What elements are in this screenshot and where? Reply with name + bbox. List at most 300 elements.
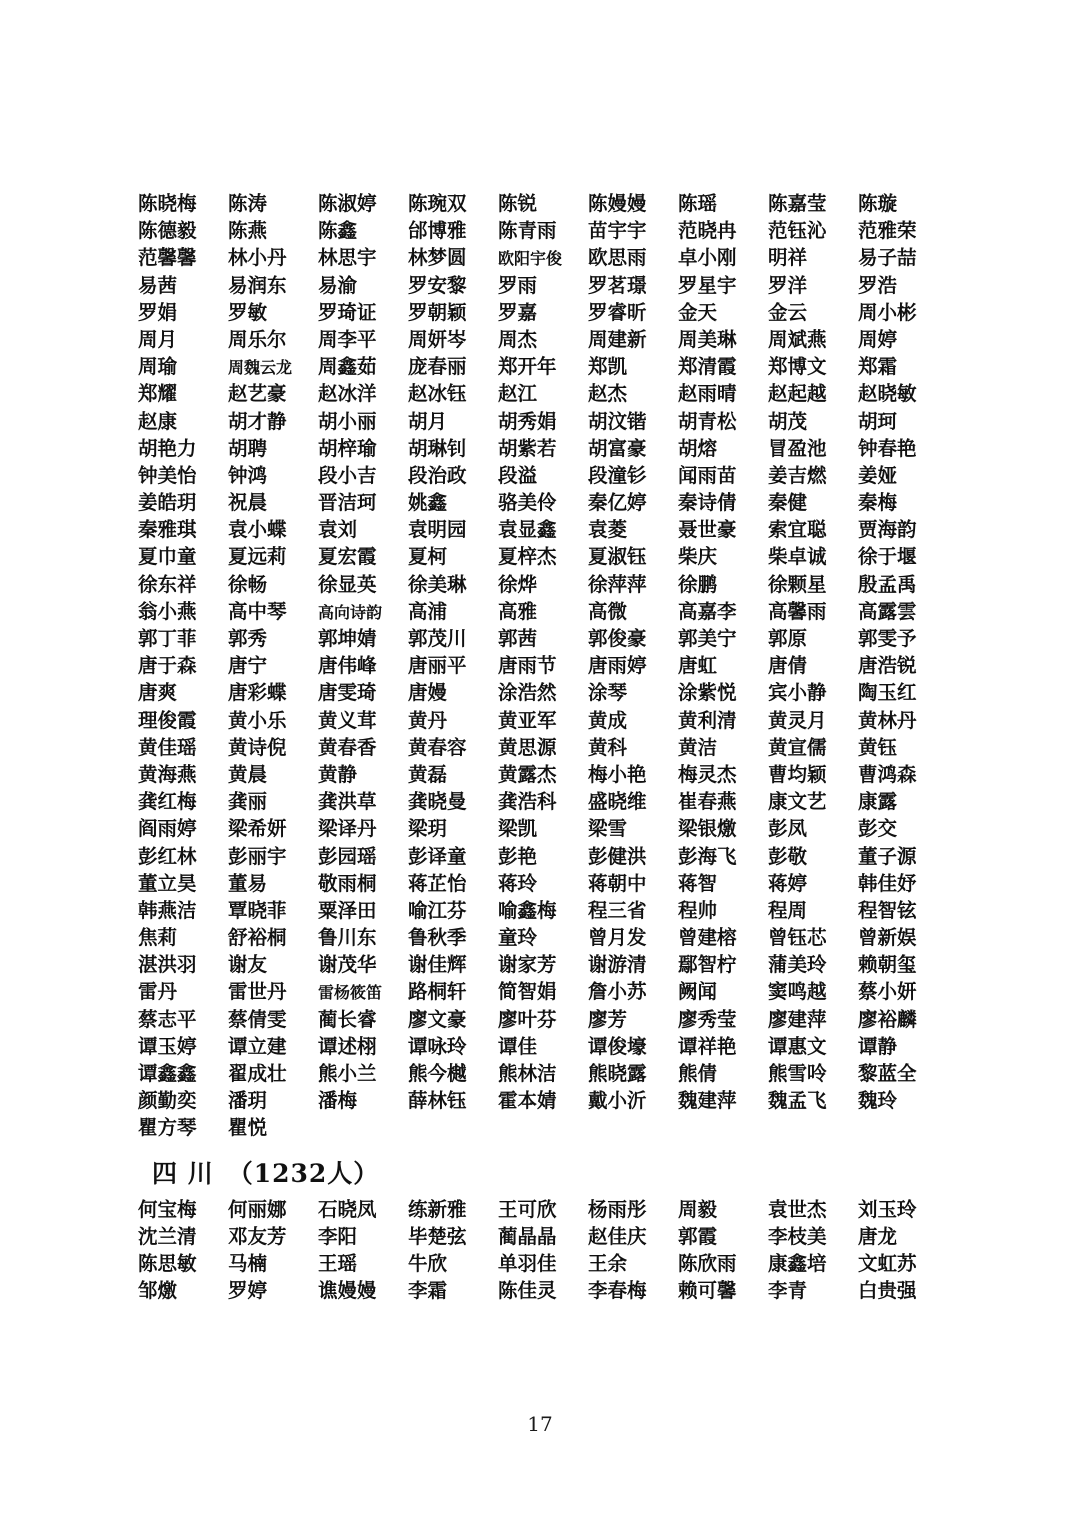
name-entry: 郭茂川 [408,627,467,650]
name-entry: 颜勤奕 [138,1089,197,1113]
name-entry: 唐爽 [138,681,178,705]
name-entry: 曾建榕 [678,926,737,950]
name-entry: 郑耀 [138,382,178,406]
name-entry: 贾海韵 [858,518,917,542]
name-entry: 唐雨节 [498,654,557,678]
name-entry: 唐伟峰 [318,654,377,678]
name-entry: 蔡小妍 [858,980,917,1004]
name-entry: 罗琦证 [318,300,377,324]
name-entry: 陈晓梅 [138,192,197,215]
name-grid-block-1 [138,190,948,1142]
name-entry: 喻江芬 [408,898,467,922]
name-entry: 赵杰 [588,382,628,406]
name-entry: 彭艳 [498,844,538,868]
name-entry: 王可欣 [498,1197,557,1221]
name-entry: 鲁川东 [318,926,377,950]
name-entry: 瞿悦 [228,1116,268,1140]
name-entry: 聂世豪 [678,518,737,542]
name-entry: 盛晓维 [588,790,647,814]
name-entry: 程周 [768,898,808,922]
name-entry: 黄思源 [498,735,557,759]
name-entry: 涂琴 [588,681,628,705]
name-entry: 陈鑫 [318,219,358,243]
name-entry: 徐鹏 [678,572,718,596]
name-entry: 林小丹 [228,246,287,270]
name-entry: 胡富豪 [588,436,647,460]
name-entry: 秦健 [768,491,808,515]
name-entry: 索宜聪 [768,518,827,542]
name-entry: 晋洁珂 [318,491,377,515]
name-entry: 罗星宇 [678,273,737,297]
name-entry: 练新雅 [408,1197,467,1221]
name-entry: 秦诗倩 [678,491,737,515]
name-entry: 徐畅 [228,572,268,596]
name-entry: 骆美伶 [498,491,557,515]
name-entry: 粟泽田 [318,898,377,922]
name-entry: 徐显英 [318,572,377,596]
name-entry: 程三省 [588,898,647,922]
name-entry: 胡珂 [858,409,898,433]
name-entry: 胡艳力 [138,436,197,460]
name-entry: 范晓冉 [678,219,737,243]
name-entry: 彭园瑶 [318,844,377,868]
name-entry: 王瑶 [318,1251,358,1275]
name-entry: 黎蓝全 [858,1062,917,1085]
name-entry: 熊林洁 [498,1062,557,1085]
name-entry: 唐雯琦 [318,681,377,705]
name-entry: 窦鸣越 [768,980,827,1004]
name-entry [678,1114,768,1141]
name-entry: 彭海飞 [678,844,737,868]
name-entry: 陈嫚嫚 [588,192,647,215]
name-entry: 胡月 [408,409,448,433]
name-entry: 陈璇 [858,192,898,215]
name-entry: 苗宇宇 [588,219,647,243]
name-entry: 郭霞 [678,1224,718,1248]
name-entry: 黄科 [588,735,628,759]
name-entry: 郭雯予 [858,627,917,650]
name-entry: 蒋朝中 [588,871,647,895]
name-entry: 夏巾童 [138,545,197,569]
name-entry: 陈欣雨 [678,1251,737,1275]
name-entry: 袁明园 [408,518,467,542]
name-entry: 周斌燕 [768,327,827,351]
name-entry: 欧思雨 [588,246,647,270]
name-entry: 罗婷 [228,1279,268,1303]
name-entry: 郑开年 [498,355,557,379]
name-entry: 谯嫚嫚 [318,1279,377,1303]
name-entry: 胡聘 [228,436,268,460]
name-entry: 周鑫茹 [318,355,377,379]
name-entry: 易渝 [318,273,358,297]
name-entry: 周瑜 [138,355,178,379]
name-entry: 谭鑫鑫 [138,1062,197,1085]
name-entry: 梁玥 [408,817,448,841]
name-entry: 谢友 [228,953,268,977]
name-entry: 曾月发 [588,926,647,950]
name-entry: 罗朝颖 [408,300,467,324]
name-entry [318,1114,408,1141]
name-entry: 姜吉燃 [768,463,827,487]
name-entry: 谢茂华 [318,953,377,977]
page-content [138,190,948,1304]
name-entry: 黄利清 [678,708,737,732]
province-name: 四 川 [152,1158,214,1188]
name-entry: 黄洁 [678,735,718,759]
name-entry: 金天 [678,300,718,324]
name-entry: 熊雪呤 [768,1062,827,1085]
name-entry: 罗娟 [138,300,178,324]
name-entry: 周建新 [588,327,647,351]
name-entry: 赵佳庆 [588,1224,647,1248]
name-entry: 蒋玲 [498,871,538,895]
name-entry: 彭交 [858,817,898,841]
name-entry: 蔡志平 [138,1007,197,1031]
name-entry: 罗安黎 [408,273,467,297]
name-entry: 胡琳钊 [408,436,467,460]
name-entry [588,1114,678,1141]
name-entry: 白贵强 [858,1279,917,1303]
name-entry: 黄亚军 [498,708,557,732]
name-entry: 魏建萍 [678,1089,737,1113]
name-entry: 徐于堰 [858,545,917,569]
name-entry: 郭俊豪 [588,627,647,650]
name-entry: 康文艺 [768,790,827,814]
name-entry: 何丽娜 [228,1197,287,1221]
name-entry: 熊晓露 [588,1062,647,1085]
name-entry: 谭惠文 [768,1034,827,1058]
name-entry: 郭秀 [228,627,268,650]
name-entry: 夏梓杰 [498,545,557,569]
name-entry: 黄钰 [858,735,898,759]
name-entry: 秦梅 [858,491,898,515]
name-entry: 赵冰洋 [318,382,377,406]
page-number: 17 [527,1412,553,1436]
name-entry [408,1114,498,1141]
name-entry: 霍本婧 [498,1089,557,1113]
name-entry: 郑凯 [588,355,628,379]
name-entry: 熊倩 [678,1062,718,1085]
name-entry: 康露 [858,790,898,814]
name-entry: 高向诗韵 [318,602,383,622]
name-entry: 杨雨彤 [588,1197,647,1221]
name-entry: 董子源 [858,844,917,868]
name-entry [498,1114,588,1141]
name-entry: 钟鸿 [228,463,268,487]
name-entry: 袁世杰 [768,1197,827,1221]
name-entry: 冒盈池 [768,436,827,460]
name-entry: 陈琬双 [408,192,467,215]
name-entry: 唐浩锐 [858,654,917,678]
name-entry: 阙闻 [678,980,718,1004]
name-entry: 罗敏 [228,300,268,324]
name-entry: 郑清霞 [678,355,737,379]
name-entry: 段治政 [408,463,467,487]
name-entry: 卓小刚 [678,246,737,270]
name-entry: 董立昊 [138,871,197,895]
name-entry: 陈锐 [498,192,538,215]
name-entry: 胡青松 [678,409,737,433]
name-entry: 翟成壮 [228,1062,287,1085]
name-entry: 林梦圆 [408,246,467,270]
name-entry: 黄静 [318,762,358,786]
name-entry: 黄成 [588,708,628,732]
name-entry: 范馨馨 [138,246,197,270]
name-entry: 黄春容 [408,735,467,759]
name-entry: 黄磊 [408,762,448,786]
name-entry: 詹小苏 [588,980,647,1004]
name-entry: 敬雨桐 [318,871,377,895]
name-grid-block-2 [138,1196,948,1305]
name-entry: 唐宁 [228,654,268,678]
name-entry: 郑霜 [858,355,898,379]
name-entry: 毕楚弦 [408,1224,467,1248]
name-entry: 蒋芷怡 [408,871,467,895]
name-entry: 徐颗星 [768,572,827,596]
name-entry: 唐虹 [678,654,718,678]
name-entry: 黄露杰 [498,762,557,786]
name-entry: 梁凯 [498,817,538,841]
name-entry: 唐雨婷 [588,654,647,678]
name-entry: 魏玲 [858,1089,898,1113]
name-entry: 胡梓瑜 [318,436,377,460]
name-entry: 赖朝玺 [858,953,917,977]
name-entry: 高馨雨 [768,599,827,623]
name-entry: 蒋婷 [768,871,808,895]
name-entry: 胡熔 [678,436,718,460]
name-entry: 文虹苏 [858,1251,917,1275]
name-entry: 胡才静 [228,409,287,433]
name-entry: 彭丽宇 [228,844,287,868]
name-entry: 熊今樾 [408,1062,467,1085]
name-entry: 廖文豪 [408,1007,467,1031]
name-entry: 柴卓诚 [768,545,827,569]
name-entry: 鲁秋季 [408,926,467,950]
name-entry: 谭俊壕 [588,1034,647,1058]
name-entry: 涂浩然 [498,681,557,705]
name-entry: 曹均颖 [768,762,827,786]
name-entry: 秦雅琪 [138,518,197,542]
province-count: （1232人） [227,1158,380,1188]
name-entry: 彭健洪 [588,844,647,868]
name-entry: 袁小蝶 [228,518,287,542]
name-entry: 梅灵杰 [678,762,737,786]
name-entry: 罗雨 [498,273,538,297]
name-entry: 宾小静 [768,681,827,705]
name-entry: 周月 [138,327,178,351]
name-entry: 周乐尔 [228,327,287,351]
name-entry: 赵江 [498,382,538,406]
name-entry: 廖芳 [588,1007,628,1031]
name-entry: 高中琴 [228,599,287,623]
province-section-heading [152,1154,948,1190]
name-entry: 廖建萍 [768,1007,827,1031]
name-entry: 周美琳 [678,327,737,351]
name-entry: 胡小丽 [318,409,377,433]
name-entry: 程帅 [678,898,718,922]
name-entry: 赵艺豪 [228,382,287,406]
name-entry [768,1114,858,1141]
name-entry: 范雅荣 [858,219,917,243]
name-entry: 雷世丹 [228,980,287,1004]
name-entry: 曹鸿森 [858,762,917,786]
name-entry: 徐美琳 [408,572,467,596]
name-entry: 罗浩 [858,273,898,297]
name-entry: 罗嘉 [498,300,538,324]
name-entry: 程智铉 [858,898,917,922]
name-entry: 徐烨 [498,572,538,596]
name-entry: 龚洪草 [318,790,377,814]
name-entry: 蔺晶晶 [498,1224,557,1248]
name-entry: 袁菱 [588,518,628,542]
name-entry: 谭玉婷 [138,1034,197,1058]
name-entry: 徐萍萍 [588,572,647,596]
name-entry: 石晓凤 [318,1197,377,1221]
name-entry: 廖裕麟 [858,1007,917,1031]
name-entry: 胡汶锴 [588,409,647,433]
name-entry: 夏远莉 [228,545,287,569]
name-entry: 高雅 [498,599,538,623]
name-entry: 柴庆 [678,545,718,569]
name-entry: 康鑫培 [768,1251,827,1275]
name-entry: 黄诗倪 [228,735,287,759]
name-entry: 唐丽平 [408,654,467,678]
name-entry: 蔡倩雯 [228,1007,287,1031]
name-entry: 龚红梅 [138,790,197,814]
name-entry: 陶玉红 [858,681,917,705]
name-entry: 曾新娱 [858,926,917,950]
name-entry: 谢家芳 [498,953,557,977]
name-entry: 牛欣 [408,1251,448,1275]
name-entry: 湛洪羽 [138,953,197,977]
name-entry: 赵冰钰 [408,382,467,406]
name-entry: 赵起越 [768,382,827,406]
name-entry: 郭美宁 [678,627,737,650]
name-entry: 范钰沁 [768,219,827,243]
name-entry: 廖叶芬 [498,1007,557,1031]
name-entry: 黄义茸 [318,708,377,732]
name-entry: 胡秀娟 [498,409,557,433]
name-entry: 谭佳 [498,1034,538,1058]
name-entry: 梅小艳 [588,762,647,786]
name-entry: 陈思敏 [138,1251,197,1275]
name-entry: 梁希妍 [228,817,287,841]
name-entry: 谭述栩 [318,1034,377,1058]
name-entry: 龚晓曼 [408,790,467,814]
name-entry: 韩佳妤 [858,871,917,895]
name-entry: 唐倩 [768,654,808,678]
name-entry: 董易 [228,871,268,895]
name-entry: 庞春丽 [408,355,467,379]
name-entry: 郑博文 [768,355,827,379]
name-entry: 梁银燩 [678,817,737,841]
name-entry: 焦莉 [138,926,178,950]
name-entry: 郭坤婧 [318,627,377,650]
name-entry: 何宝梅 [138,1197,197,1221]
name-entry: 李霜 [408,1279,448,1303]
name-entry: 理俊霞 [138,708,197,732]
name-entry: 钟美怡 [138,463,197,487]
name-entry: 胡紫若 [498,436,557,460]
name-entry: 单羽佳 [498,1251,557,1275]
name-entry: 路桐轩 [408,980,467,1004]
name-entry: 高浦 [408,599,448,623]
name-entry: 黄灵月 [768,708,827,732]
name-entry: 赵晓敏 [858,382,917,406]
name-entry: 童玲 [498,926,538,950]
name-entry: 徐东祥 [138,572,197,596]
name-entry: 邰博雅 [408,219,467,243]
name-entry: 高微 [588,599,628,623]
name-entry: 袁显鑫 [498,518,557,542]
name-entry: 夏柯 [408,545,448,569]
name-entry: 蒋智 [678,871,718,895]
name-entry: 姜皓玥 [138,491,197,515]
name-entry: 彭译童 [408,844,467,868]
name-entry: 高嘉李 [678,599,737,623]
name-entry: 周小彬 [858,300,917,324]
name-entry: 雷丹 [138,980,178,1004]
name-entry: 钟春艳 [858,436,917,460]
name-entry: 袁刘 [318,518,358,542]
name-entry: 郭丁菲 [138,627,197,650]
name-entry: 唐嫚 [408,681,448,705]
name-entry: 覃晓菲 [228,898,287,922]
name-entry: 李春梅 [588,1279,647,1303]
name-entry: 段小吉 [318,463,377,487]
name-entry: 刘玉玲 [858,1197,917,1221]
name-entry: 谭祥艳 [678,1034,737,1058]
name-entry: 谢游清 [588,953,647,977]
name-entry: 李青 [768,1279,808,1303]
name-entry: 段潼钐 [588,463,647,487]
name-entry: 阎雨婷 [138,817,197,841]
name-entry: 黄小乐 [228,708,287,732]
name-entry: 韩燕洁 [138,898,197,922]
name-entry: 周魏云龙 [228,358,293,378]
name-entry: 易子喆 [858,246,917,270]
name-entry: 欧阳宇俊 [498,249,563,269]
name-entry: 廖秀莹 [678,1007,737,1031]
name-entry: 秦亿婷 [588,491,647,515]
name-entry: 谭立建 [228,1034,287,1058]
name-entry: 鄢智柠 [678,953,737,977]
name-entry: 喻鑫梅 [498,898,557,922]
name-entry: 赵雨晴 [678,382,737,406]
name-entry: 胡茂 [768,409,808,433]
name-entry: 陈佳灵 [498,1279,557,1303]
name-entry: 夏淑钰 [588,545,647,569]
name-entry: 雷杨筱笛 [318,983,383,1003]
name-entry: 陈瑶 [678,192,718,215]
name-entry: 周毅 [678,1197,718,1221]
name-entry: 谭咏玲 [408,1034,467,1058]
name-entry: 闻雨苗 [678,463,737,487]
name-entry: 黄林丹 [858,708,917,732]
name-entry: 黄晨 [228,762,268,786]
name-entry: 潘玥 [228,1089,268,1113]
name-entry: 龚浩科 [498,790,557,814]
name-entry: 明祥 [768,246,808,270]
name-entry: 翁小燕 [138,599,197,623]
name-entry: 夏宏霞 [318,545,377,569]
name-entry: 郭茜 [498,627,538,650]
name-entry: 唐龙 [858,1224,898,1248]
name-entry: 唐于森 [138,654,197,678]
name-entry: 郭原 [768,627,808,650]
name-entry: 易润东 [228,273,287,297]
name-entry: 陈嘉莹 [768,192,827,215]
